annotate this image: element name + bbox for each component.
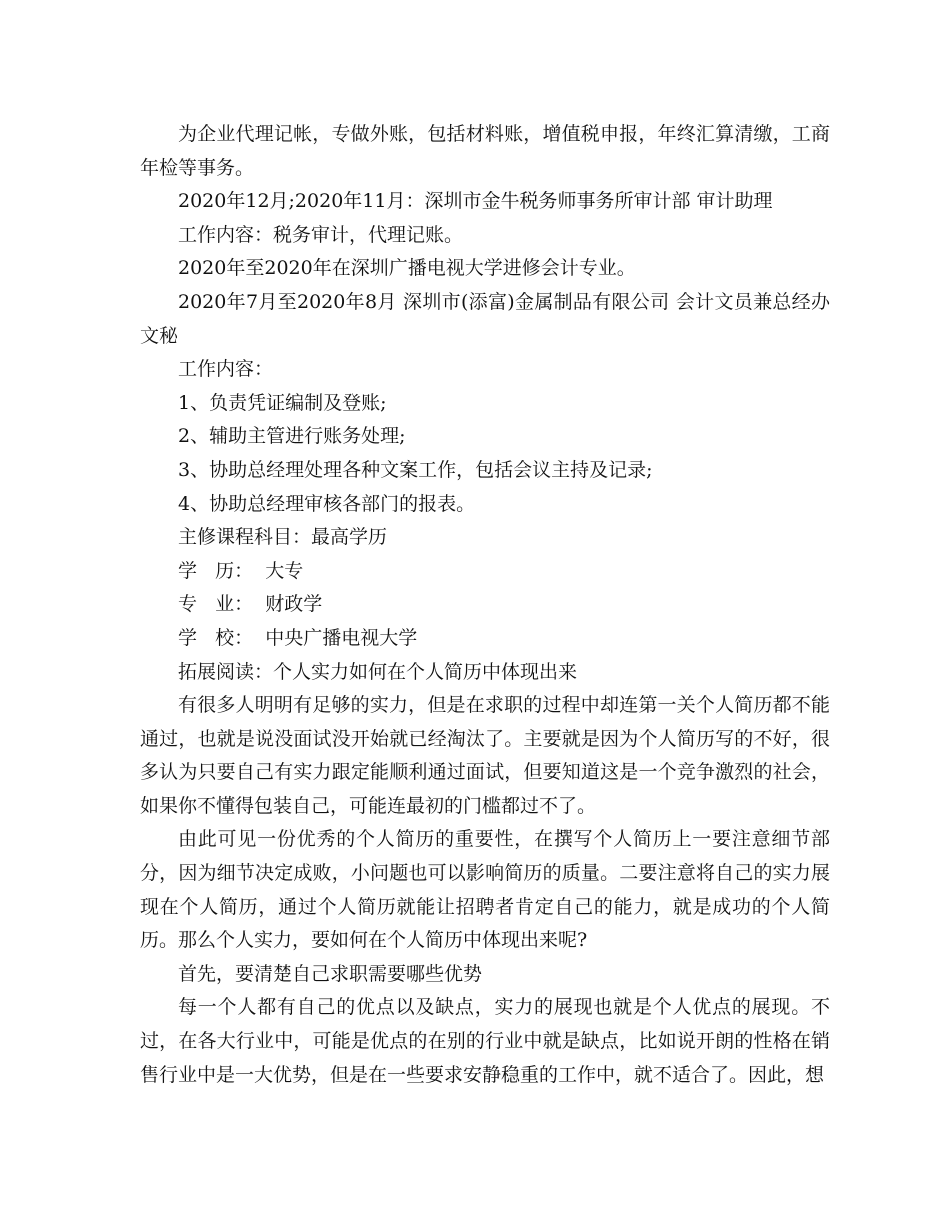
paragraph-major-courses: 主修课程科目：最高学历 bbox=[178, 526, 388, 549]
paragraph-job-audit-assistant: 2020年12月;2020年11月：深圳市金牛税务师事务所审计部 审计助理 bbox=[178, 190, 773, 213]
field-school: 学 校： 中央广播电视大学 bbox=[178, 626, 418, 649]
paragraph-bookkeeping-duties: 为企业代理记帐，专做外账，包括材料账，增值税申报，年终汇算清缴，工商年检等事务。 bbox=[140, 123, 830, 179]
paragraph-section-heading: 首先，要清楚自己求职需要哪些优势 bbox=[178, 962, 483, 985]
paragraph-body: 有很多人明明有足够的实力，但是在求职的过程中却连第一关个人简历都不能通过，也就是说没面试没开始就已经淘汰了。主要就是因为个人简历写的不好，很多认为只要自己有实力跟定能顺利通过面试，但要知道这是一个竞争激烈的社会，如果你不懂得包装自己，可能连最初的门槛都过不了。 bbox=[140, 694, 830, 817]
paragraph-job-accounting-clerk: 2020年7月至2020年8月 深圳市(添富)金属制品有限公司 会计文员兼总经办文秘 bbox=[140, 290, 830, 347]
document-body bbox=[140, 118, 830, 1092]
list-item: 1、负责凭证编制及登账; bbox=[178, 391, 387, 414]
paragraph-work-content-heading: 工作内容： bbox=[178, 358, 274, 381]
paragraph-extended-reading-title: 拓展阅读：个人实力如何在个人简历中体现出来 bbox=[178, 660, 578, 683]
list-item: 3、协助总经理处理各种文案工作，包括会议主持及记录; bbox=[178, 458, 653, 481]
paragraph-audit-work-content: 工作内容：税务审计，代理记账。 bbox=[178, 223, 464, 246]
paragraph-further-study: 2020年至2020年在深圳广播电视大学进修会计专业。 bbox=[178, 257, 636, 280]
field-education-level: 学 历： 大专 bbox=[178, 559, 304, 582]
list-item: 4、协助总经理审核各部门的报表。 bbox=[178, 492, 476, 515]
paragraph-body: 每一个人都有自己的优点以及缺点，实力的展现也就是个人优点的展现。不过，在各大行业中，可能是优点的在别的行业中就是缺点，比如说开朗的性格在销售行业中是一大优势，但是在一些要求安静稳重的工作中，就不适合了。因此，想 bbox=[140, 996, 830, 1086]
field-major: 专 业： 财政学 bbox=[178, 593, 323, 616]
paragraph-body: 由此可见一份优秀的个人简历的重要性，在撰写个人简历上一要注意细节部分，因为细节决定成败，小问题也可以影响简历的质量。二要注意将自己的实力展现在个人简历，通过个人简历就能让招聘者肯定自己的能力，就是成功的个人简历。那么个人实力，要如何在个人简历中体现出来呢? bbox=[140, 828, 830, 952]
list-item: 2、辅助主管进行账务处理; bbox=[178, 425, 406, 448]
